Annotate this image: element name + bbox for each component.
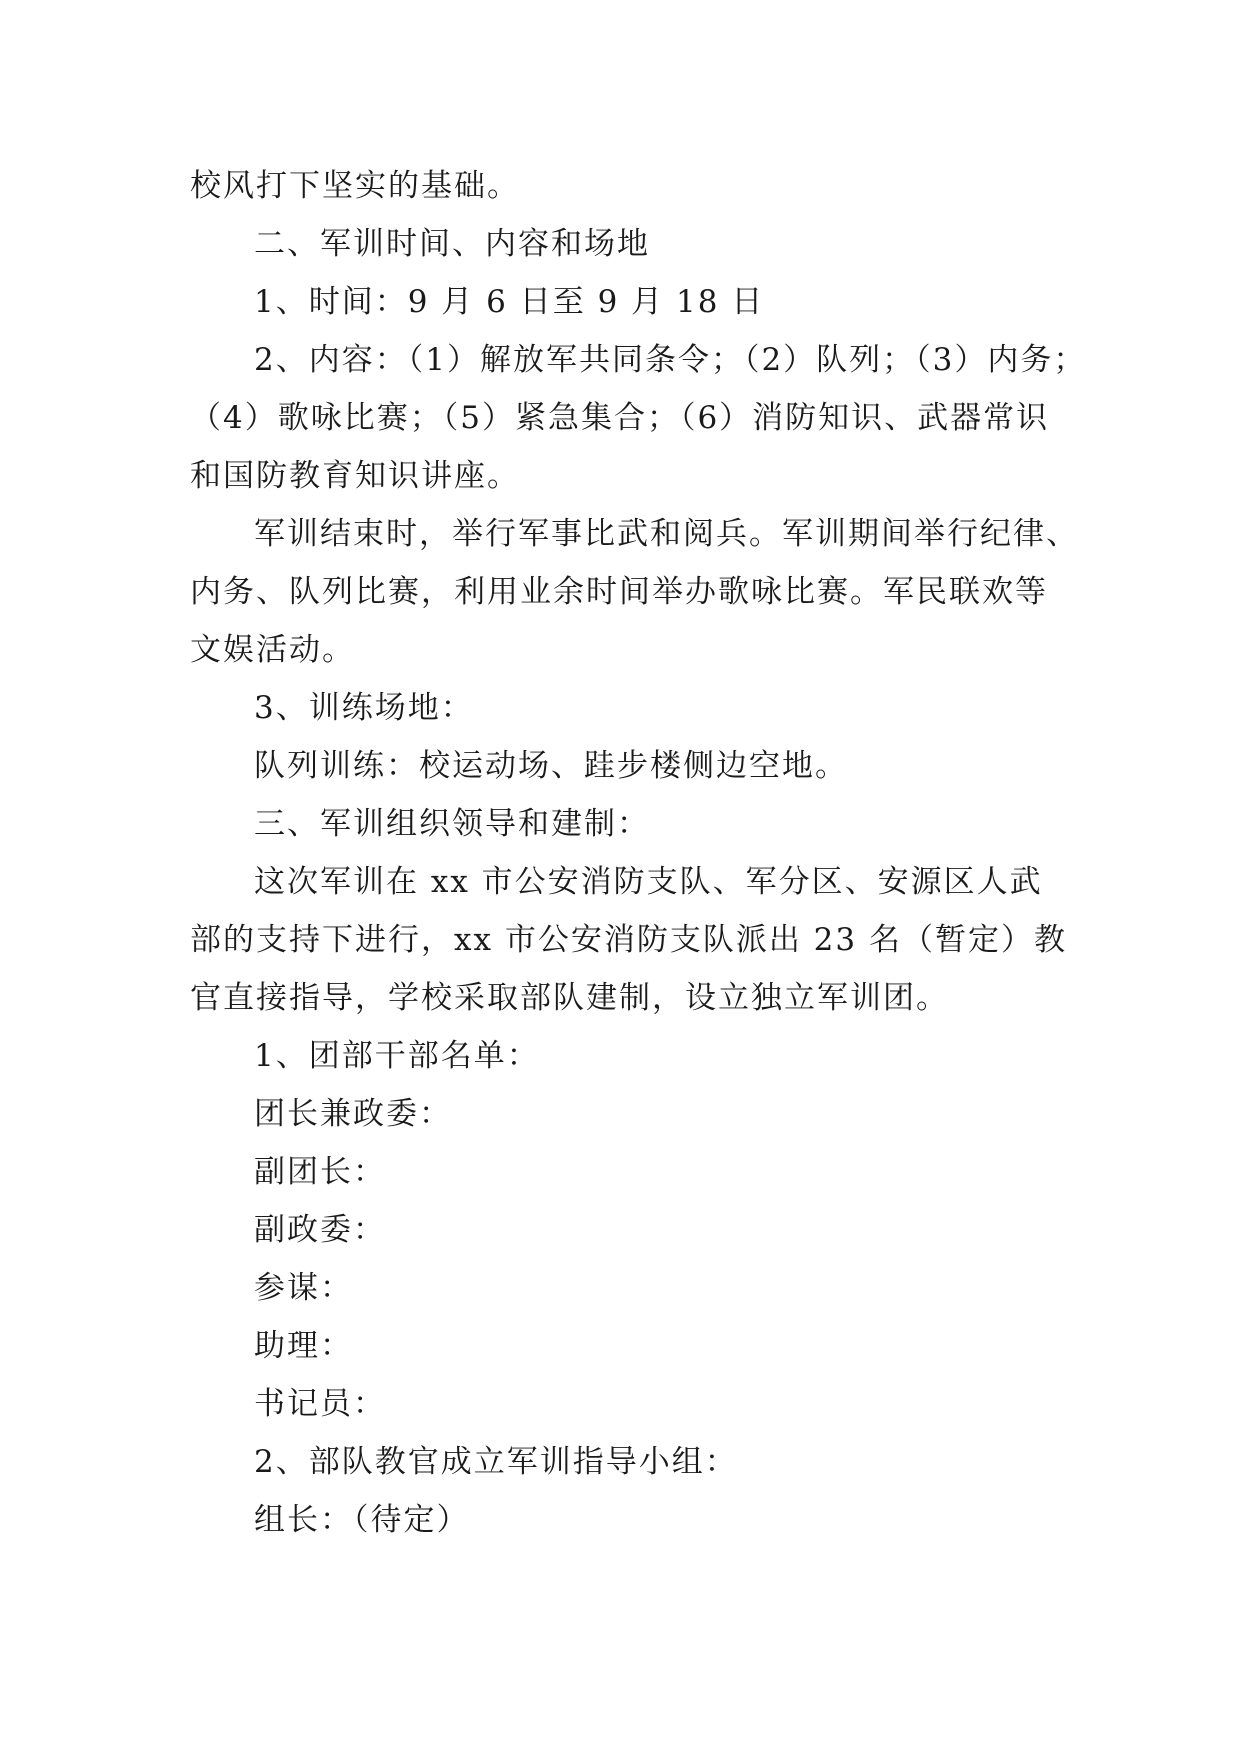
list-item-content: 2、内容：（1）解放军共同条令；（2）队列；（3）内务； xyxy=(254,342,1087,378)
list-item-time: 1、时间：9 月 6 日至 9 月 18 日 xyxy=(254,284,765,320)
section-heading-3: 三、军训组织领导和建制： xyxy=(254,806,650,842)
role-group-leader: 组长：（待定） xyxy=(254,1502,470,1538)
role-deputy-commander: 副团长： xyxy=(254,1154,386,1190)
venue-detail: 队列训练：校运动场、跬步楼侧边空地。 xyxy=(254,748,848,784)
role-clerk: 书记员： xyxy=(254,1386,386,1422)
list-item-content-line-2: （4）歌咏比赛；（5）紧急集合；（6）消防知识、武器常识 xyxy=(190,400,1050,436)
paragraph-organization-line-2: 部的支持下进行，xx 市公安消防支队派出 23 名（暂定）教 xyxy=(190,922,1067,958)
paragraph-ceremony-line-3: 文娱活动。 xyxy=(190,632,355,668)
list-item-instructor-group: 2、部队教官成立军训指导小组： xyxy=(254,1444,738,1480)
paragraph-ceremony: 军训结束时，举行军事比武和阅兵。军训期间举行纪律、 xyxy=(254,516,1079,552)
role-deputy-commissar: 副政委： xyxy=(254,1212,386,1248)
list-item-content-line-3: 和国防教育知识讲座。 xyxy=(190,458,520,494)
paragraph-continuation-line: 校风打下坚实的基础。 xyxy=(190,168,520,204)
section-heading-2: 二、军训时间、内容和场地 xyxy=(254,226,650,262)
list-item-venue: 3、训练场地： xyxy=(254,690,474,726)
list-item-cadre-list: 1、团部干部名单： xyxy=(254,1038,540,1074)
paragraph-organization: 这次军训在 xx 市公安消防支队、军分区、安源区人武 xyxy=(254,864,1043,900)
paragraph-ceremony-line-2: 内务、队列比赛，利用业余时间举办歌咏比赛。军民联欢等 xyxy=(190,574,1048,610)
paragraph-organization-line-3: 官直接指导，学校采取部队建制，设立独立军训团。 xyxy=(190,980,949,1016)
role-assistant: 助理： xyxy=(254,1328,353,1364)
role-commander: 团长兼政委： xyxy=(254,1096,452,1132)
role-staff-officer: 参谋： xyxy=(254,1270,353,1306)
